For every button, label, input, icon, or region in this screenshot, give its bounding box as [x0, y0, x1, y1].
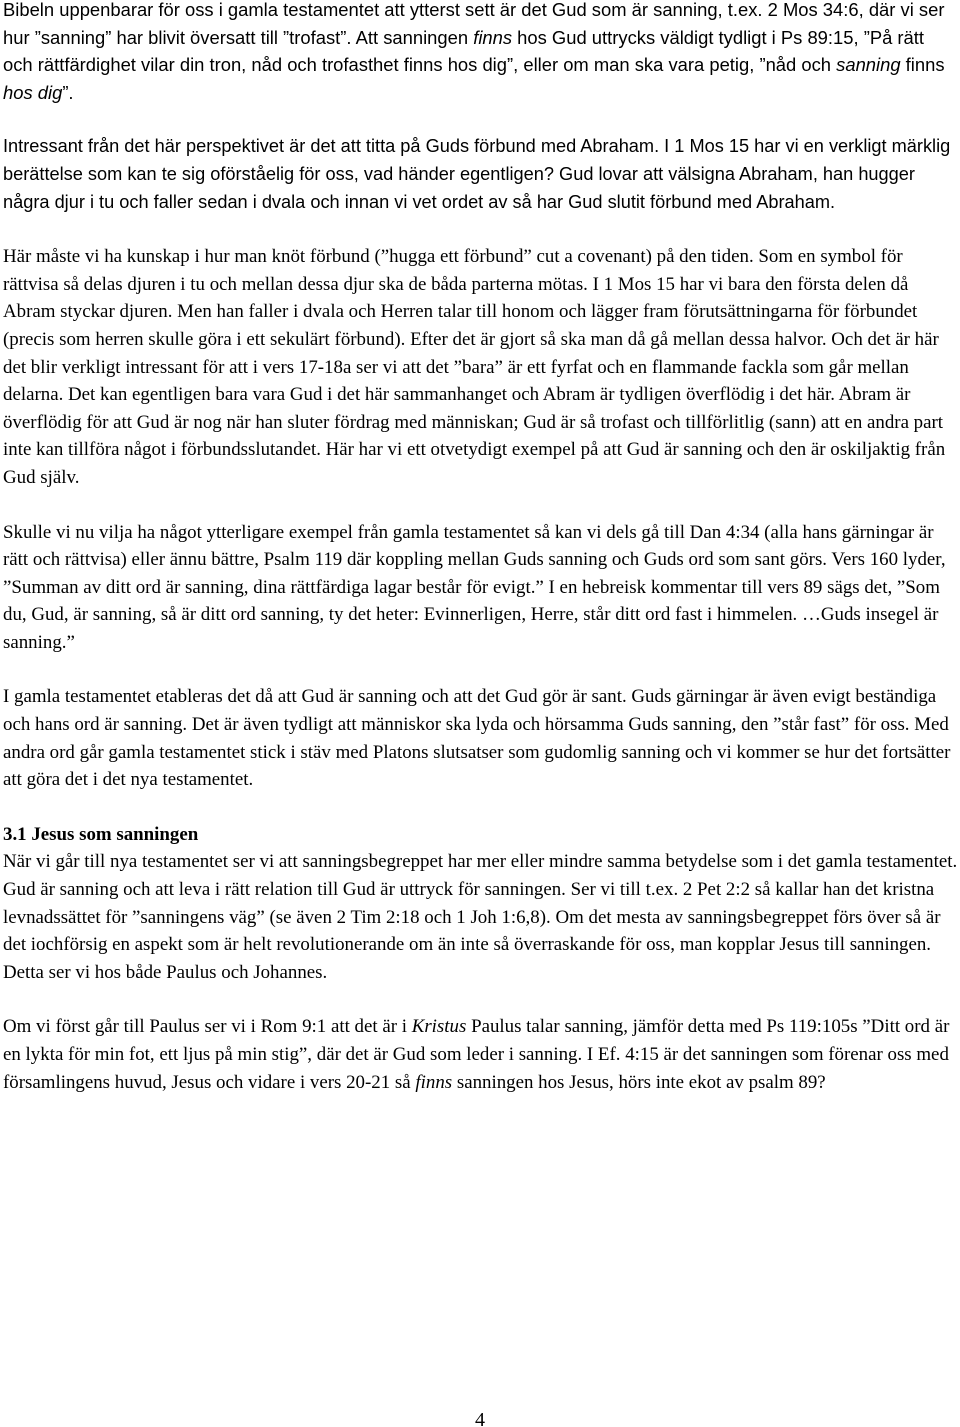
- text-run: När vi går till nya testamentet ser vi att sanningsbegreppet har mer eller mindre samma betydelse som i det gamla testamentet. Gud är sanning och att leva i rätt relation till Gud är uttryck för sanningen. Ser vi till t.ex. 2 Pet 2:2 så kallar han det kristna levnadssättet för ”sanningens väg” (se även 2 Tim 2:18 och 1 Joh 1:6,8). Om det mesta av sanningsbegreppet förs över så är det iochförsig en aspekt som är helt revolutionerande om än inte så överraskande för oss, man kopplar Jesus till sanningen. Detta ser vi hos både Paulus och Johannes.: [3, 851, 958, 983]
- italic-text: hos dig: [3, 81, 63, 103]
- text-run: Skulle vi nu vilja ha något ytterligare exempel från gamla testamentet så kan vi dels gå till Dan 4:34 (alla hans gärningar är rätt och rättvisa) eller ännu bättre, Psalm 119 där koppling mellan Guds sanning och Guds ord som sant görs. Vers 160 lyder, ”Summan av ditt ord är sanning, dina rättfärdiga lagar består för evigt.” I en hebreisk kommentar till vers 89 sägs det, ”Som du, Gud, är sanning, så är ditt ord sanning, ty det heter: Evinnerligen, Herre, står ditt ord fast i himmelen. …Guds insegel är sanning.”: [3, 521, 946, 653]
- paragraph: [3, 683, 958, 793]
- text-run: ”.: [62, 81, 74, 103]
- text-run: finns: [900, 54, 945, 76]
- italic-text: finns: [473, 26, 513, 48]
- italic-text: sanning: [836, 54, 901, 76]
- text-run: Här måste vi ha kunskap i hur man knöt förbund (”hugga ett förbund” cut a covenant) på den tiden. Som en symbol för rättvisa så delas djuren i tu och mellan dessa djur ska de båda parterna mötas. I 1 Mos 15 har vi bara den första delen då Abram styckar djuren. Men han faller i dvala och Herren talar till honom och lägger fram förutsättningarna för förbundet (precis som herren skulle göra i ett sekulärt förbund). Efter det är gjort så ska man då gå mellan dessa halvor. Och det är här det blir verkligt intressant för att i vers 17-18a ser vi att det ”bara” är ett fyrfat och en flammande fackla som går mellan delarna. Det kan egentligen bara vara Gud i det här sammanhanget och Abram är tydligen överflödig i det här. Abram är överflödig för att Gud är nog när han sluter fördrag med människan; Gud är så trofast och tillförlitlig (sann) att en andra part inte kan tillföra något i förbundsslutandet. Här har vi ett otvetydigt exempel på att Gud är sanning och den är oskiljaktig från Gud själv.: [3, 246, 946, 488]
- paragraph: [3, 0, 958, 106]
- paragraph: [3, 519, 958, 657]
- paragraph: [3, 848, 958, 986]
- text-run: sanningen hos Jesus, hörs inte ekot av psalm 89?: [452, 1071, 826, 1093]
- text-run: Om vi först går till Paulus ser vi i Rom 9:1 att det är i: [3, 1016, 412, 1038]
- paragraph: [3, 1013, 958, 1096]
- italic-text: Kristus: [411, 1016, 467, 1038]
- text-run: hos Gud uttrycks väldigt tydligt i Ps 89:15, ”På rätt och rättfärdighet vilar din tron, nåd och trofasthet finns hos dig”, eller om man ska vara petig, ”nåd och: [3, 26, 924, 76]
- text-run: I gamla testamentet etableras det då att Gud är sanning och att det Gud gör är sant. Guds gärningar är även evigt beständiga och hans ord är sanning. Det är även tydligt att människor ska lyda och hörsamma Guds sanning, den ”står fast” för oss. Med andra ord går gamla testamentet stick i stäv med Platons slutsatser som gudomlig sanning och vi kommer se hur det fortsätter att göra det i det nya testamentet.: [3, 686, 951, 791]
- text-run: Intressant från det här perspektivet är det att titta på Guds förbund med Abraham. I 1 Mos 15 har vi en verkligt märklig berättelse som kan te sig oförståelig för oss, vad händer egentligen? Gud lovar att välsigna Abraham, han hugger några djur i tu och faller sedan i dvala och innan vi vet ordet av så har Gud slutit förbund med Abraham.: [3, 136, 951, 212]
- italic-text: finns: [415, 1071, 453, 1093]
- text-run: Paulus talar sanning, jämför detta med Ps 119:105s ”Ditt ord är en lykta för min fot, ett ljus på min stig”, där det är Gud som leder i sanning. I Ef. 4:15 är det sanningen som förenar oss med församlingens huvud, Jesus och vidare i vers 20-21 så: [3, 1016, 950, 1093]
- paragraph: [3, 133, 958, 216]
- section-heading: 3.1 Jesus som sanningen: [3, 823, 199, 845]
- document-body: [3, 0, 958, 1096]
- page-number: 4: [475, 1409, 485, 1427]
- paragraph: [3, 243, 958, 491]
- text-run: Bibeln uppenbarar för oss i gamla testamentet att ytterst sett är det Gud som är sanning, t.ex. 2 Mos 34:6, där vi ser hur ”sanning” har blivit översatt till ”trofast”. Att sanningen: [3, 0, 945, 48]
